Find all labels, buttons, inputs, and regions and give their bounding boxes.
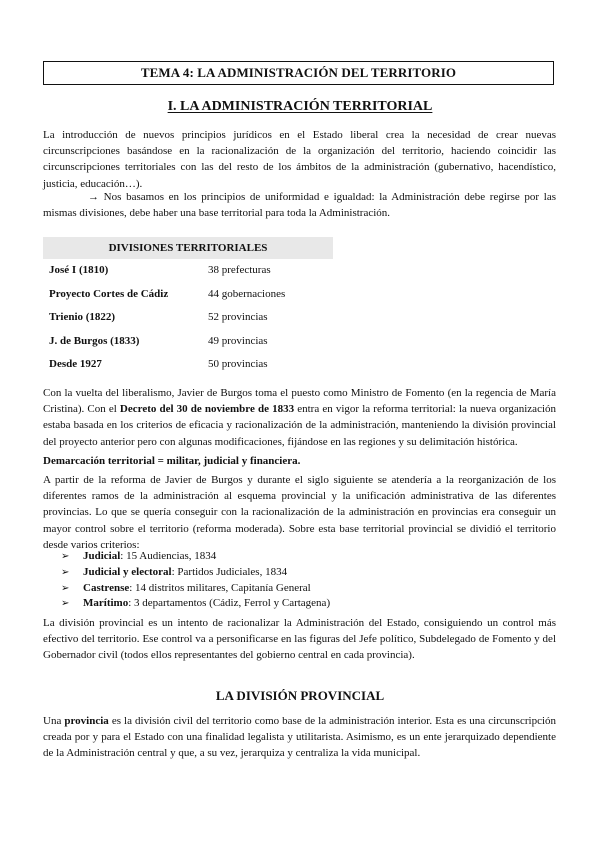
table-cell-value: 38 prefecturas	[208, 264, 271, 276]
paragraph-reorganization: A partir de la reforma de Javier de Burgos y durante el siglo siguiente se atendería a la reorganización de los diferentes ramos de la administración al esquema provincial y la unificación administrativa de las diferentes provincias. Lo que se quería conseguir con la racionalización de la administración en provincias era conseguir un mayor control sobre el territorio (reforma moderada). Sobre esta base territorial provincial se dividió el territorio desde varios criterios:	[43, 474, 556, 551]
table-row	[43, 306, 333, 330]
paragraph-intro: La introducción de nuevos principios jurídicos en el Estado liberal crea la necesidad de crear nuevas circunscripciones basándose en la racionalización de la organización del territorio, haciendo coincidir las circunscripciones territoriales con las del resto de los ámbitos de la administración (gubernativo, hacendístico, justicia, educación…).	[43, 129, 556, 190]
table-row	[43, 283, 333, 307]
list-item	[61, 581, 330, 597]
table-header: DIVISIONES TERRITORIALES	[43, 237, 333, 259]
demarcation-heading: Demarcación territorial = militar, judicial y financiera.	[43, 455, 301, 467]
section-heading-administracion-territorial	[0, 98, 600, 116]
criteria-list	[61, 549, 330, 612]
list-item-label: Castrense	[83, 581, 130, 594]
table-cell-value: 49 provincias	[208, 334, 268, 347]
list-item	[61, 549, 330, 565]
paragraph-provincial-division: La división provincial es un intento de racionalizar la Administración del Estado, consiguiendo un control más efectivo del territorio. Ese control va a personificarse en las figuras del Jefe político, Subdelegado de Fomento y del Gobernador civil (todos ellos representantes del gobierno central en cada provincia).	[43, 617, 556, 662]
table-cell-name: J. de Burgos (1833)	[49, 334, 140, 347]
arrow-bullet-icon: ➢	[61, 551, 70, 562]
arrow-bullet-icon: ➢	[61, 566, 70, 578]
table-cell-name: Proyecto Cortes de Cádiz	[49, 287, 169, 300]
paragraph-text: Una	[43, 715, 65, 727]
decree-reference: Decreto del 30 de noviembre de 1833	[119, 403, 295, 416]
paragraph-text: es la división civil del territorio como base de la administración interior. Esta es una circunscripción creada por y para el Estado con una finalidad legalista y utilitarista. Asimismo, es un ente jerarquizado dependiente de la Administración central y que, a su vez, jerarquiza y centraliza la vida municipal.	[43, 715, 557, 760]
paragraph-provincia-definition	[43, 713, 556, 762]
list-item-text: : 3 departamentos (Cádiz, Ferrol y Cartagena)	[128, 597, 331, 610]
list-item-label: Judicial y electoral	[83, 565, 172, 578]
list-item-text: : 15 Audiencias, 1834	[120, 550, 217, 562]
table-row	[43, 353, 333, 377]
table-cell-name: Trienio (1822)	[49, 311, 116, 324]
table-cell-value: 44 gobernaciones	[208, 287, 286, 300]
document-title: TEMA 4: LA ADMINISTRACIÓN DEL TERRITORIO	[43, 61, 554, 85]
table-cell-value: 52 provincias	[208, 311, 268, 324]
list-item-label: Judicial	[83, 550, 121, 562]
list-item-label: Marítimo	[83, 597, 129, 610]
section-heading-division-provincial: LA DIVISIÓN PROVINCIAL	[215, 688, 385, 703]
provincia-term: provincia	[64, 715, 109, 727]
list-item-text: : 14 distritos militares, Capitanía General	[129, 581, 311, 594]
paragraph-principles: → Nos basamos en los principios de uniformidad e igualdad: la Administración debe regirse por las mismas divisiones, debe haber una base territorial para toda la Administración.	[43, 191, 556, 220]
table-cell-name: José I (1810)	[49, 264, 109, 276]
paragraph-text: entra en vigor la reforma territorial: la nueva organización estaba basada en los criterios de eficacia y racionalización de la administración, manteniendo la división provincial del proyecto anterior pero con algunas modificaciones, fijándose en las regiones y su delimitación histórica.	[43, 403, 557, 448]
table-cell-value: 50 provincias	[208, 358, 268, 371]
list-item	[61, 565, 330, 581]
paragraph-javier-de-burgos	[43, 385, 556, 450]
list-item-text: : Partidos Judiciales, 1834	[171, 565, 288, 578]
section-heading-text: I. LA ADMINISTRACIÓN TERRITORIAL	[167, 99, 433, 114]
list-item	[61, 596, 330, 612]
table-cell-name: Desde 1927	[49, 358, 102, 371]
arrow-bullet-icon: ➢	[61, 598, 70, 610]
territorial-divisions-table	[43, 237, 333, 377]
arrow-bullet-icon: ➢	[61, 582, 70, 594]
paragraph-text: Con la vuelta del liberalismo, Javier de Burgos toma el puesto como Ministro de Fomento (en la regencia de María Cristina). Con el	[43, 387, 556, 416]
table-row	[43, 330, 333, 354]
table-row	[43, 259, 333, 283]
